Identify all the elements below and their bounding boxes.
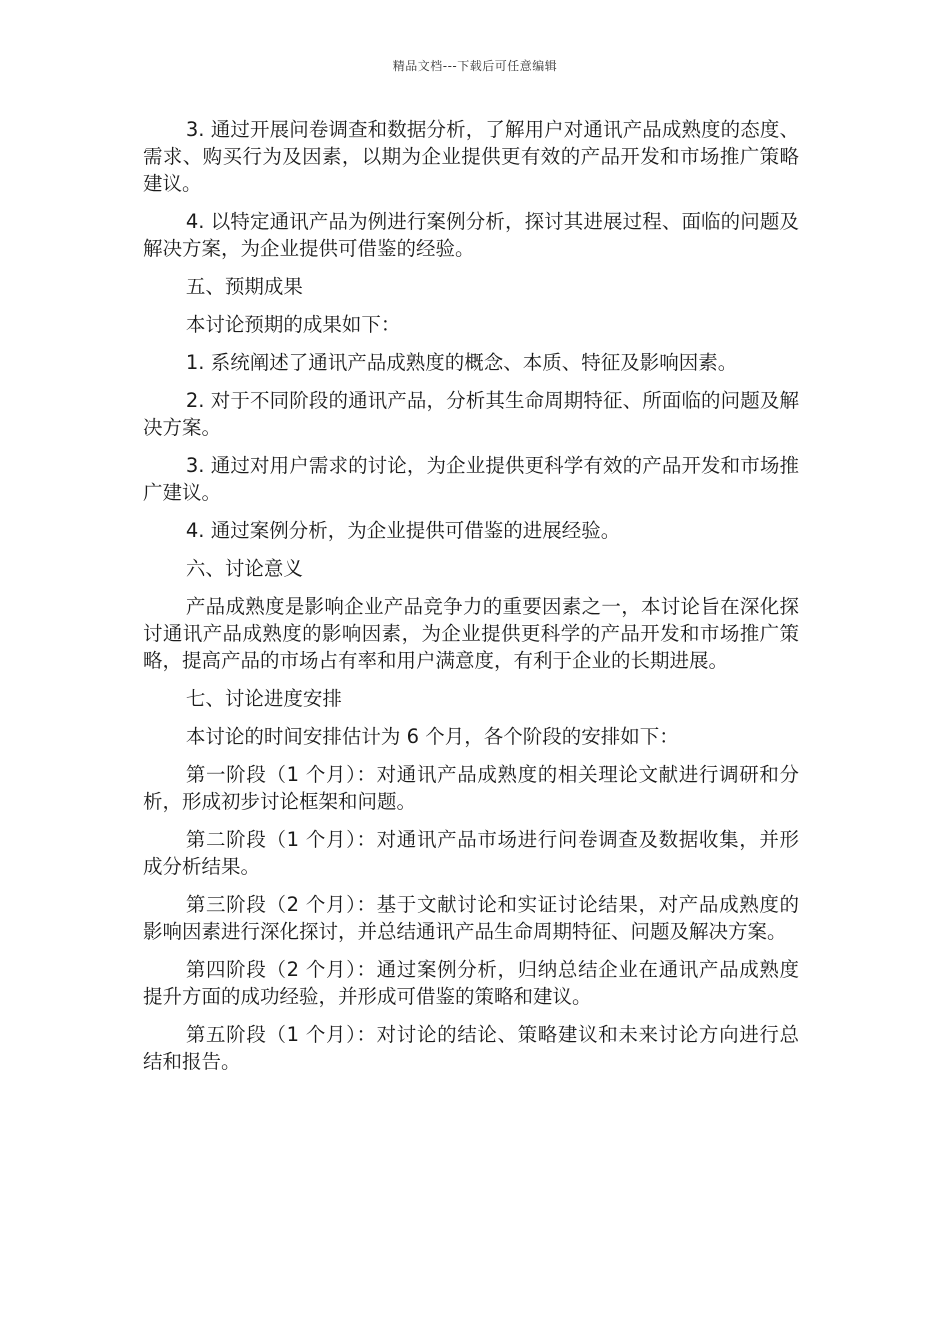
page-header: 精品文档---下载后可任意编辑 bbox=[392, 59, 558, 73]
paragraph-significance: 产品成熟度是影响企业产品竞争力的重要因素之一，本讨论旨在深化探讨通讯产品成熟度的影响因素，为企业提供更科学的产品开发和市场推广策略，提高产品的市场占有率和用户满意度，有利于企业的长期进展。 bbox=[143, 595, 799, 672]
paragraph-item-4: 4. 以特定通讯产品为例进行案例分析，探讨其进展过程、面临的问题及解决方案，为企业提供可借鉴的经验。 bbox=[143, 210, 799, 260]
schedule-phase-1: 第一阶段（1 个月）：对通讯产品成熟度的相关理论文献进行调研和分析，形成初步讨论框架和问题。 bbox=[143, 763, 799, 813]
paragraph-schedule-intro: 本讨论的时间安排估计为 6 个月，各个阶段的安排如下： bbox=[185, 725, 679, 748]
section-heading-significance: 六、讨论意义 bbox=[185, 557, 303, 580]
paragraph-item-3: 3. 通过开展问卷调查和数据分析，了解用户对通讯产品成熟度的态度、需求、购买行为及因素，以期为企业提供更有效的产品开发和市场推广策略建议。 bbox=[143, 118, 799, 195]
schedule-phase-5: 第五阶段（1 个月）：对讨论的结论、策略建议和未来讨论方向进行总结和报告。 bbox=[143, 1023, 799, 1073]
paragraph-intro-results: 本讨论预期的成果如下： bbox=[185, 313, 401, 336]
schedule-phase-3: 第三阶段（2 个月）：基于文献讨论和实证讨论结果，对产品成熟度的影响因素进行深化探讨，并总结通讯产品生命周期特征、问题及解决方案。 bbox=[143, 893, 799, 943]
result-item-4: 4. 通过案例分析，为企业提供可借鉴的进展经验。 bbox=[185, 519, 621, 542]
document-body bbox=[143, 116, 799, 1086]
section-heading-schedule: 七、讨论进度安排 bbox=[185, 687, 342, 710]
result-item-3: 3. 通过对用户需求的讨论，为企业提供更科学有效的产品开发和市场推广建议。 bbox=[143, 454, 799, 504]
section-heading-expected-results: 五、预期成果 bbox=[185, 275, 303, 298]
schedule-phase-2: 第二阶段（1 个月）：对通讯产品市场进行问卷调查及数据收集，并形成分析结果。 bbox=[143, 828, 799, 878]
schedule-phase-4: 第四阶段（2 个月）：通过案例分析，归纳总结企业在通讯产品成熟度提升方面的成功经验，并形成可借鉴的策略和建议。 bbox=[143, 958, 799, 1008]
result-item-2: 2. 对于不同阶段的通讯产品，分析其生命周期特征、所面临的问题及解决方案。 bbox=[143, 389, 799, 439]
result-item-1: 1. 系统阐述了通讯产品成熟度的概念、本质、特征及影响因素。 bbox=[185, 351, 738, 374]
